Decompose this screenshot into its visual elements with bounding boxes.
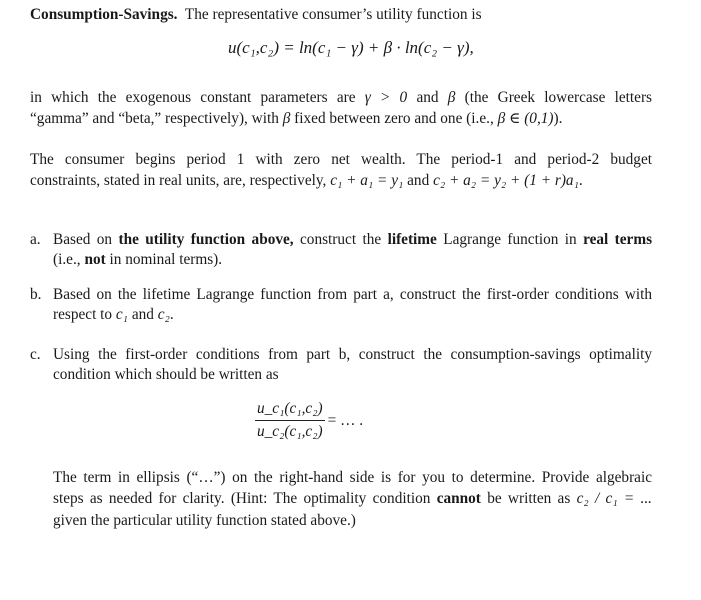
part-c-note-line3: given the particular utility function stated above.) (53, 512, 356, 529)
optimality-fraction (255, 400, 363, 441)
fraction-denominator: u_c₂(c₁,c₂) (257, 423, 323, 440)
part-a-line1: Based on the utility function above, construct the lifetime Lagrange function in real terms (53, 231, 653, 248)
para2-line1: The consumer begins period 1 with zero net wealth. The period-1 and period-2 budget (30, 151, 652, 168)
part-b-label: b. (30, 286, 42, 303)
part-a-label: a. (30, 231, 41, 248)
para1-line2: “gamma” and “beta,” respectively), with β fixed between zero and one (i.e., β ∈ (0,1)). (30, 110, 563, 127)
para1-line1: in which the exogenous constant parameters are γ > 0 and β (the Greek lowercase letters (30, 89, 653, 106)
part-c-note-line1: The term in ellipsis (“…”) on the right-hand side is for you to determine. Provide algebraic (53, 469, 652, 486)
part-c-note-line2: steps as needed for clarity. (Hint: The optimality condition cannot be written as c₂ / c₁ = ... (53, 490, 653, 507)
fraction-numerator: u_c₁(c₁,c₂) (255, 400, 325, 421)
part-b-line2: respect to c₁ and c₂. (53, 306, 174, 323)
intro-line (30, 5, 482, 25)
part-c-line2: condition which should be written as (53, 366, 279, 383)
part-a-line2: (i.e., not in nominal terms). (53, 251, 223, 268)
utility-equation: u(c₁,c₂) = ln(c₁ − γ) + β · ln(c₂ − γ), (228, 38, 474, 57)
para2-line2: constraints, stated in real units, are, respectively, c₁ + a₁ = y₁ and c₂ + a₂ = y₂ + (1 + r)a₁. (30, 172, 583, 189)
part-b-line1: Based on the lifetime Lagrange function from part a, construct the first-order conditions with (53, 286, 652, 303)
section-title: Consumption-Savings. (30, 6, 178, 23)
part-c-line1: Using the first-order conditions from part b, construct the consumption-savings optimality (53, 346, 652, 363)
part-c-label: c. (30, 346, 41, 363)
intro-text: The representative consumer’s utility function is (184, 6, 482, 23)
fraction-rhs: = … . (327, 411, 364, 429)
